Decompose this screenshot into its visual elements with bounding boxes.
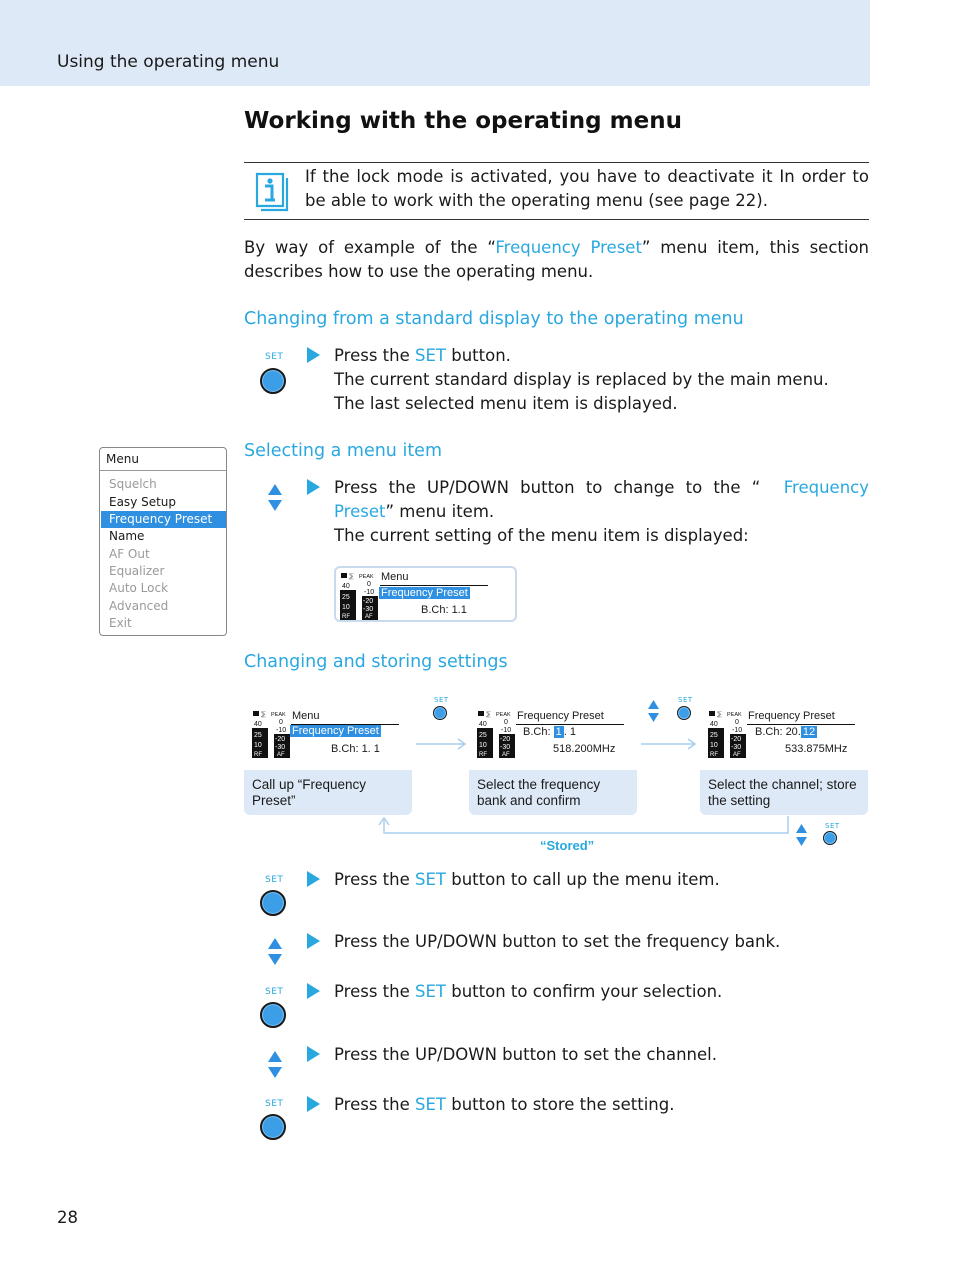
svg-text:25: 25 xyxy=(479,732,487,739)
svg-text:-20: -20 xyxy=(363,598,374,605)
svg-text:-30: -30 xyxy=(363,606,374,613)
flow-lcd-value: B.Ch: 20. 12 xyxy=(755,726,816,738)
flow-lcd-highlight: Frequency Preset xyxy=(292,725,379,737)
svg-text:RF: RF xyxy=(342,614,350,620)
flow-caption-1: Call up “Frequency Preset” xyxy=(252,777,367,808)
step-line: Press the SET button. xyxy=(334,346,511,365)
flow-arrow-right-icon xyxy=(641,735,697,754)
flow-lcd-value: B.Ch: 1. 1 xyxy=(331,743,380,755)
svg-text:25: 25 xyxy=(342,594,350,601)
step-line: Preset” menu item. xyxy=(334,502,495,521)
menu-list-title: Menu xyxy=(106,452,139,466)
up-down-icon xyxy=(267,937,283,971)
svg-text:-20: -20 xyxy=(500,736,511,743)
svg-text:-30: -30 xyxy=(731,744,742,751)
flow-lcd-frequency: 533.875MHz xyxy=(785,743,848,755)
set-button-icon xyxy=(677,706,691,720)
svg-text:-20: -20 xyxy=(275,736,286,743)
heading-standard-to-menu: Changing from a standard display to the operating menu xyxy=(244,309,744,329)
intro-after: ” menu item, this section describes how to use the operating menu. xyxy=(244,238,869,281)
flow-lcd-1 xyxy=(244,700,412,770)
section-header: Using the operating menu xyxy=(57,52,280,72)
step-line: The last selected menu item is displayed. xyxy=(334,394,678,413)
lcd-title: Menu xyxy=(381,571,409,583)
step-arrow-icon xyxy=(307,933,320,949)
menu-item-squelch: Squelch xyxy=(109,477,157,491)
level-meter xyxy=(340,572,380,624)
menu-item-name: Name xyxy=(109,529,145,543)
step-arrow-icon xyxy=(307,1046,320,1062)
up-down-icon xyxy=(267,1050,283,1084)
up-down-icon xyxy=(647,699,660,727)
svg-text:AF: AF xyxy=(502,752,510,758)
flow-caption-3: Select the channel; store the setting xyxy=(708,777,857,808)
svg-text:10: 10 xyxy=(479,742,487,749)
set-button-icon xyxy=(260,1114,286,1140)
step-line: Press the UP/DOWN button to change to the “ Frequency xyxy=(334,478,869,497)
flow-lcd-2 xyxy=(469,700,637,770)
step-set-frequency-bank: Press the UP/DOWN button to set the frequency bank. xyxy=(334,932,781,951)
step-call-up-menu-item: Press the SET button to call up the menu item. xyxy=(334,870,720,889)
svg-text:⅀: ⅀ xyxy=(717,712,722,718)
svg-text:-20: -20 xyxy=(731,736,742,743)
svg-text:25: 25 xyxy=(254,732,262,739)
set-label: SET xyxy=(434,696,449,704)
svg-text:-10: -10 xyxy=(364,589,375,596)
note-top-rule xyxy=(244,162,869,163)
set-label: SET xyxy=(265,352,284,362)
svg-text:PEAK: PEAK xyxy=(271,712,286,718)
flow-lcd-title: Frequency Preset xyxy=(748,710,835,722)
set-button-icon xyxy=(260,890,286,916)
flow-lcd-frequency: 518.200MHz xyxy=(553,743,616,755)
svg-text:PEAK: PEAK xyxy=(496,712,511,718)
menu-item-auto-lock: Auto Lock xyxy=(109,581,169,595)
flow-arrow-right-icon xyxy=(416,735,468,754)
menu-item-af-out: AF Out xyxy=(109,547,150,561)
svg-text:-30: -30 xyxy=(275,744,286,751)
set-label: SET xyxy=(265,875,284,885)
step-confirm-selection: Press the SET button to confirm your selection. xyxy=(334,982,723,1001)
svg-text:40: 40 xyxy=(710,721,718,728)
lcd-display xyxy=(334,566,517,622)
level-meter xyxy=(252,710,292,762)
svg-text:RF: RF xyxy=(254,752,262,758)
step-select-item xyxy=(334,476,869,548)
set-label: SET xyxy=(825,822,840,830)
svg-text:10: 10 xyxy=(342,604,350,611)
svg-text:⅀: ⅀ xyxy=(486,712,491,718)
flow-lcd-3 xyxy=(700,700,868,770)
svg-text:0: 0 xyxy=(279,719,283,726)
svg-text:AF: AF xyxy=(365,614,373,620)
set-button-icon xyxy=(433,706,447,720)
svg-text:40: 40 xyxy=(479,721,487,728)
svg-text:40: 40 xyxy=(254,721,262,728)
svg-text:40: 40 xyxy=(342,583,350,590)
menu-list-divider xyxy=(100,470,226,471)
flow-step-2 xyxy=(469,700,637,815)
intro-link: Frequency Preset xyxy=(495,238,642,257)
step-press-set xyxy=(334,344,869,416)
svg-text:10: 10 xyxy=(254,742,262,749)
step-line: The current setting of the menu item is displayed: xyxy=(334,526,749,545)
svg-text:10: 10 xyxy=(710,742,718,749)
step-arrow-icon xyxy=(307,983,320,999)
svg-text:PEAK: PEAK xyxy=(727,712,742,718)
intro-before: By way of example of the “ xyxy=(244,238,496,257)
set-label: SET xyxy=(678,696,693,704)
flow-lcd-value: B.Ch: 1 . 1 xyxy=(523,726,576,738)
set-button-icon xyxy=(823,831,837,845)
menu-item-advanced: Advanced xyxy=(109,599,169,613)
page-title: Working with the operating menu xyxy=(244,108,682,134)
flow-lcd-title: Menu xyxy=(292,710,320,722)
step-set-channel: Press the UP/DOWN button to set the channel. xyxy=(334,1045,717,1064)
menu-item-easy-setup: Easy Setup xyxy=(109,495,177,509)
level-meter xyxy=(477,710,517,762)
svg-text:-30: -30 xyxy=(500,744,511,751)
flow-step-1 xyxy=(244,700,412,815)
set-label: SET xyxy=(265,987,284,997)
lock-mode-note: If the lock mode is activated, you have to deactivate it In order to be able to work with the operating menu (see page 22). xyxy=(305,167,869,210)
step-arrow-icon xyxy=(307,871,320,887)
svg-text:-10: -10 xyxy=(501,727,512,734)
up-down-icon xyxy=(267,483,283,517)
set-button-icon xyxy=(260,368,286,394)
menu-list-display xyxy=(99,447,227,636)
svg-text:RF: RF xyxy=(710,752,718,758)
stored-label: “Stored” xyxy=(540,838,595,853)
svg-text:25: 25 xyxy=(710,732,718,739)
svg-text:AF: AF xyxy=(277,752,285,758)
heading-changing-storing: Changing and storing settings xyxy=(244,652,508,672)
svg-text:AF: AF xyxy=(733,752,741,758)
intro-paragraph xyxy=(244,236,869,284)
step-arrow-icon xyxy=(307,479,320,495)
step-arrow-icon xyxy=(307,347,320,363)
info-icon xyxy=(253,170,289,218)
set-button-icon xyxy=(260,1002,286,1028)
lcd-divider xyxy=(516,724,624,725)
svg-text:⅀: ⅀ xyxy=(349,574,354,580)
header-band xyxy=(0,0,870,86)
lcd-divider xyxy=(380,585,488,586)
svg-text:0: 0 xyxy=(735,719,739,726)
flow-lcd-title: Frequency Preset xyxy=(517,710,604,722)
up-down-icon xyxy=(795,823,808,851)
lcd-divider xyxy=(747,724,855,725)
page-number: 28 xyxy=(57,1208,78,1227)
svg-text:0: 0 xyxy=(504,719,508,726)
svg-text:RF: RF xyxy=(479,752,487,758)
svg-text:⅀: ⅀ xyxy=(261,712,266,718)
level-meter xyxy=(708,710,748,762)
note-bottom-rule xyxy=(244,219,869,220)
heading-selecting-menu-item: Selecting a menu item xyxy=(244,441,442,461)
menu-item-frequency-preset: Frequency Preset xyxy=(101,511,226,528)
lcd-highlight: Frequency Preset xyxy=(381,587,468,599)
set-label: SET xyxy=(265,1099,284,1109)
step-arrow-icon xyxy=(307,1096,320,1112)
flow-caption-2: Select the frequency bank and confirm xyxy=(477,777,601,808)
meter-peak: PEAK xyxy=(359,574,374,580)
flow-step-3 xyxy=(700,700,868,815)
step-store-setting: Press the SET button to store the setting. xyxy=(334,1095,675,1114)
menu-item-exit: Exit xyxy=(109,616,132,630)
menu-item-equalizer: Equalizer xyxy=(109,564,165,578)
svg-text:-10: -10 xyxy=(276,727,287,734)
lcd-value: B.Ch: 1.1 xyxy=(421,604,467,616)
svg-text:0: 0 xyxy=(367,581,371,588)
step-line: The current standard display is replaced by the main menu. xyxy=(334,370,829,389)
svg-text:-10: -10 xyxy=(732,727,743,734)
